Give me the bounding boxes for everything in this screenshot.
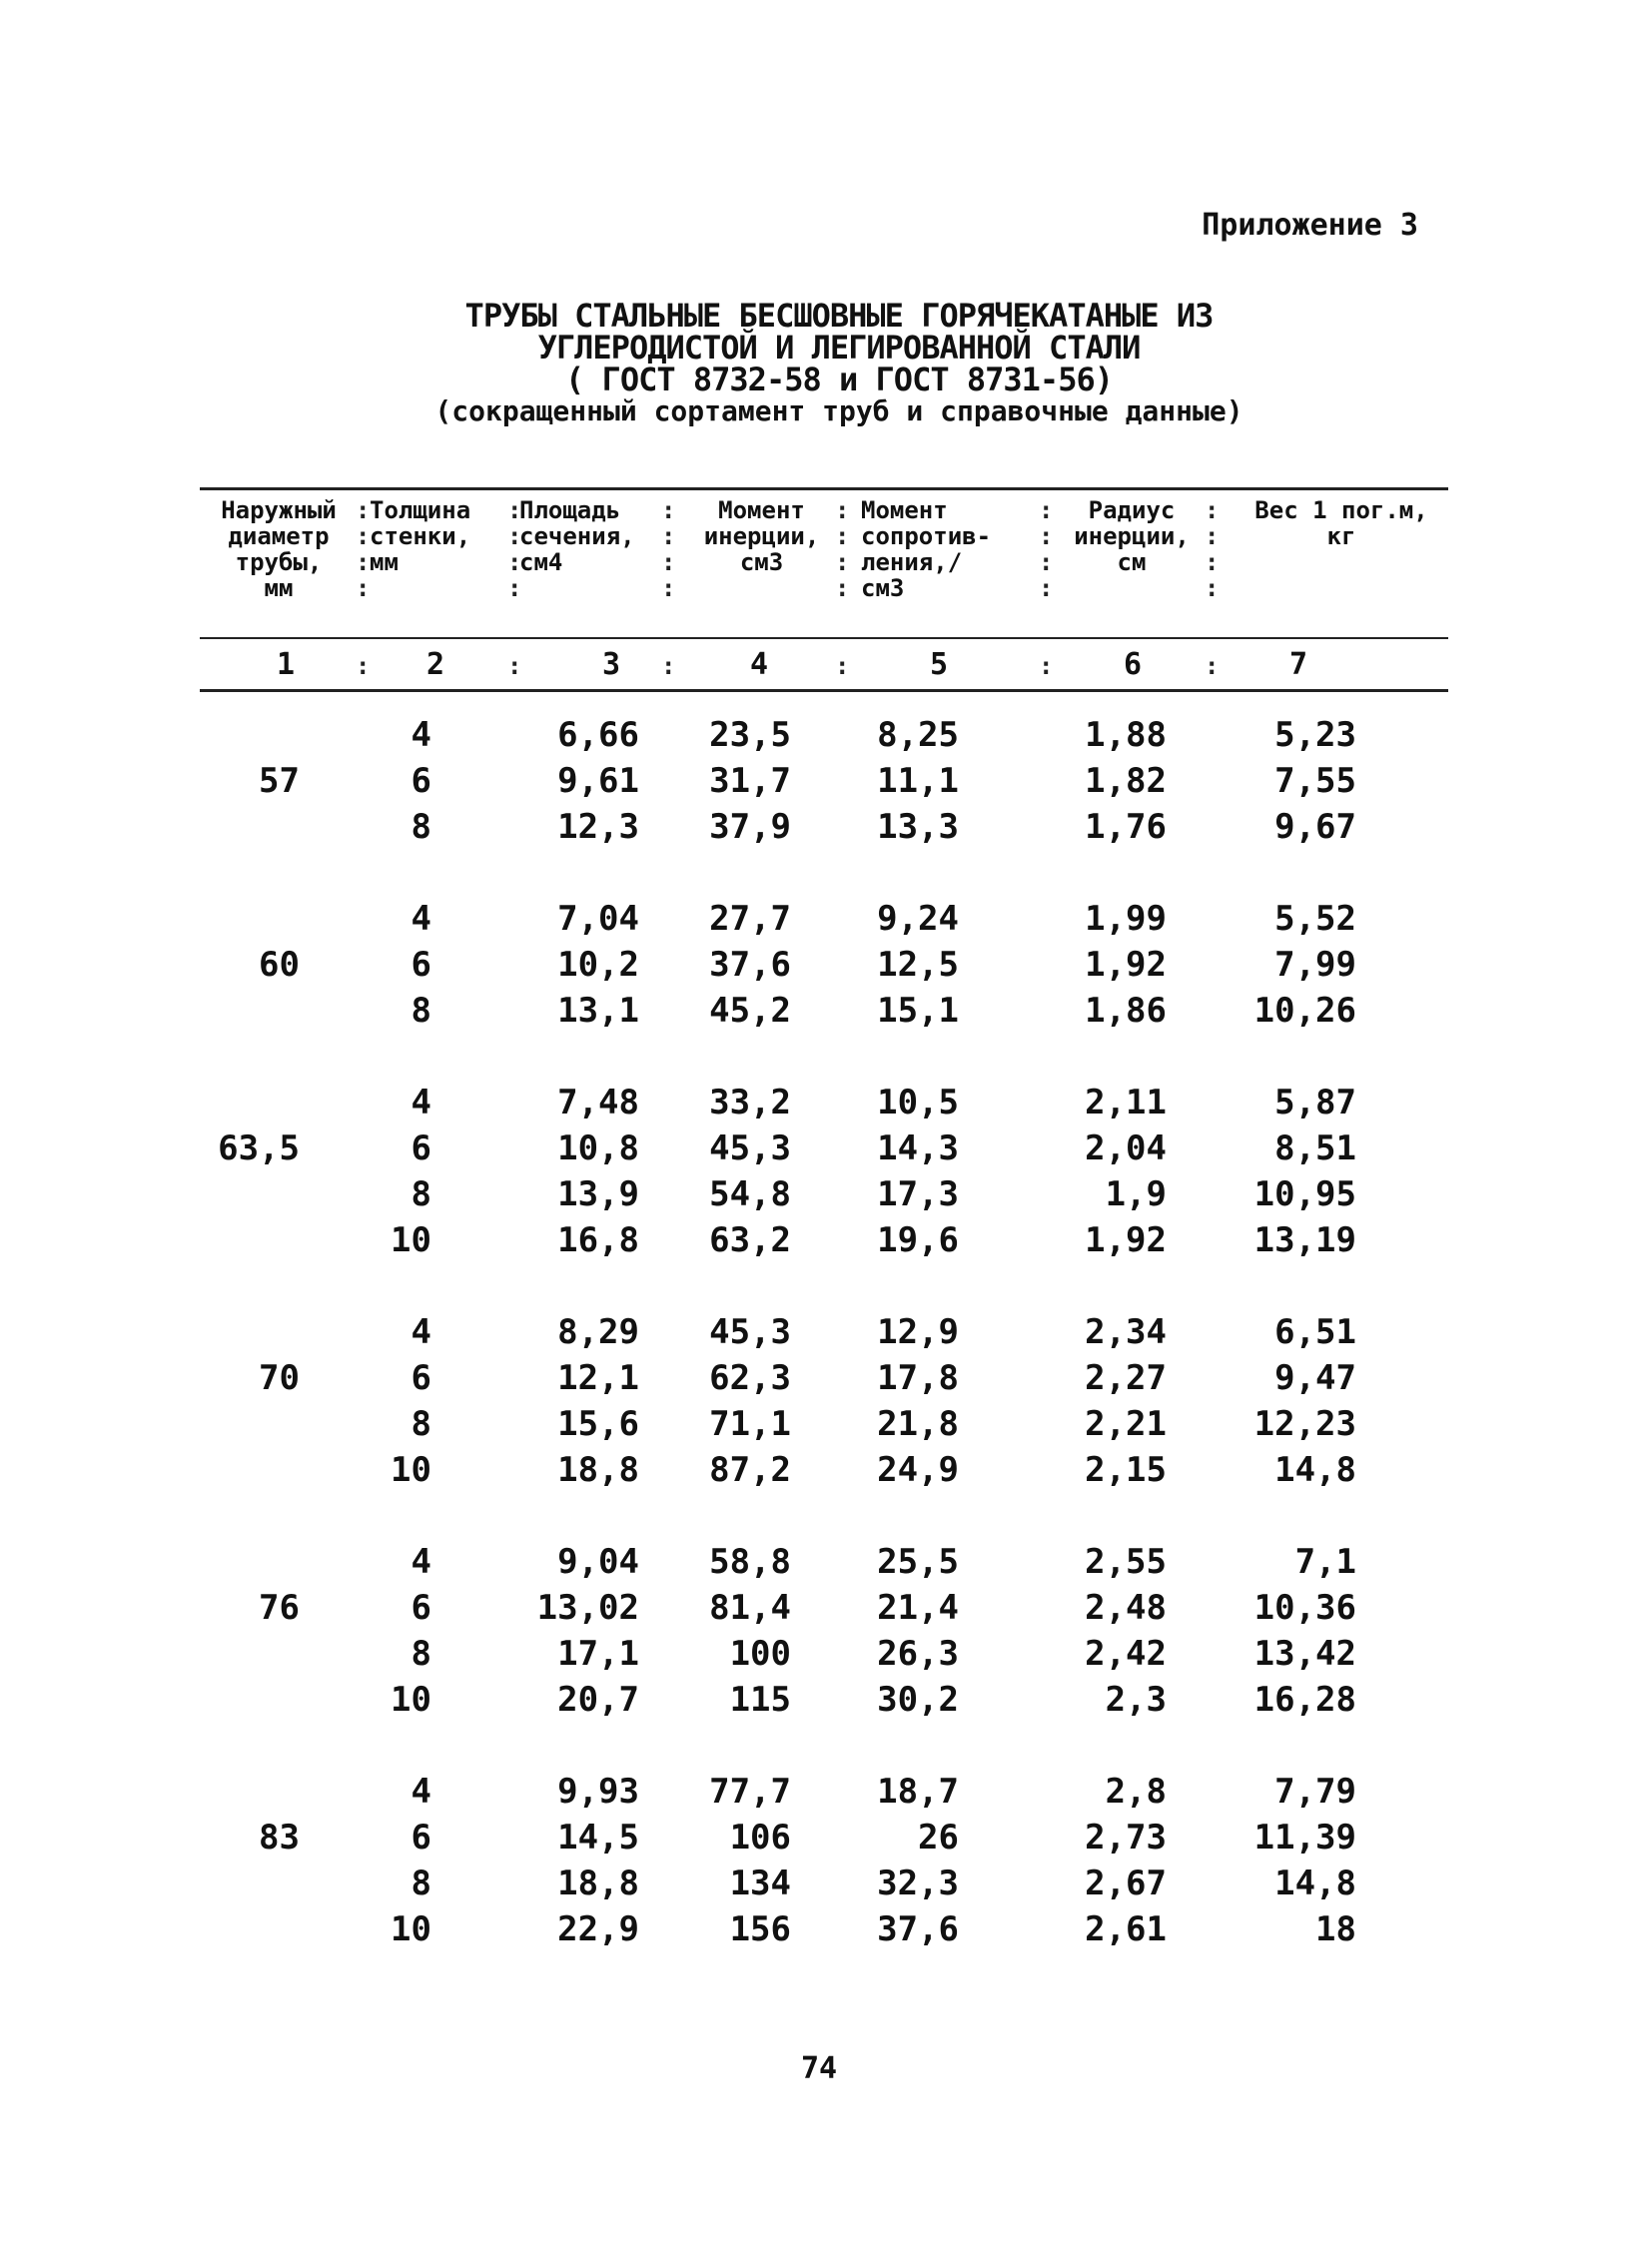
table-cell: 2,42 bbox=[1085, 1634, 1167, 1674]
table-cell: 4 bbox=[411, 1542, 431, 1582]
table-cell: 156 bbox=[729, 1909, 791, 1949]
document-title bbox=[260, 297, 1418, 427]
table-cell: 2,04 bbox=[1085, 1128, 1167, 1168]
table-cell: 71,1 bbox=[709, 1404, 791, 1444]
table-cell: 7,1 bbox=[1294, 1542, 1356, 1582]
table-cell: 27,7 bbox=[709, 899, 791, 939]
column-number-1: 1 bbox=[276, 647, 296, 682]
table-cell: 13,02 bbox=[536, 1588, 639, 1628]
table-cell: 16,28 bbox=[1253, 1680, 1356, 1720]
table-cell: 32,3 bbox=[877, 1864, 959, 1903]
column-number-7: 7 bbox=[1288, 647, 1308, 682]
column-separator: : bbox=[507, 652, 522, 680]
table-cell: 2,61 bbox=[1085, 1909, 1167, 1949]
column-separator: : bbox=[356, 652, 371, 680]
table-cell: 16,8 bbox=[557, 1220, 639, 1260]
table-cell: 26 bbox=[918, 1818, 959, 1858]
table-cell: 5,87 bbox=[1274, 1083, 1356, 1122]
table-cell: 10 bbox=[391, 1450, 431, 1490]
header-col-7: Вес 1 пог.м, кг bbox=[1254, 496, 1428, 550]
table-cell: 23,5 bbox=[709, 715, 791, 755]
table-cell: 21,4 bbox=[877, 1588, 959, 1628]
table-cell: 7,55 bbox=[1274, 761, 1356, 801]
table-cell: 1,82 bbox=[1085, 761, 1167, 801]
table-cell: 8,25 bbox=[877, 715, 959, 755]
diameter-cell: 76 bbox=[259, 1588, 300, 1628]
table-cell: 2,73 bbox=[1085, 1818, 1167, 1858]
table-cell: 12,23 bbox=[1253, 1404, 1356, 1444]
table-cell: 10,95 bbox=[1253, 1174, 1356, 1214]
table-cell: 20,7 bbox=[557, 1680, 639, 1720]
column-separator: : : : : bbox=[1205, 496, 1220, 602]
title-line-1: ТРУБЫ СТАЛЬНЫЕ БЕСШОВНЫЕ ГОРЯЧЕКАТАНЫЕ ИЗ bbox=[464, 297, 1214, 335]
column-separator: : : : : bbox=[507, 496, 522, 602]
table-cell: 1,76 bbox=[1085, 807, 1167, 847]
table-cell: 45,3 bbox=[709, 1128, 791, 1168]
column-number-6: 6 bbox=[1123, 647, 1143, 682]
table-cell: 22,9 bbox=[557, 1909, 639, 1949]
table-cell: 9,93 bbox=[557, 1772, 639, 1812]
table-cell: 45,3 bbox=[709, 1312, 791, 1352]
column-number-4: 4 bbox=[749, 647, 769, 682]
table-cell: 8,29 bbox=[557, 1312, 639, 1352]
table-cell: 18,7 bbox=[877, 1772, 959, 1812]
table-cell: 11,1 bbox=[877, 761, 959, 801]
header-col-2: Толщина стенки, мм bbox=[370, 496, 471, 576]
table-cell: 10 bbox=[391, 1220, 431, 1260]
table-cell: 10,5 bbox=[877, 1083, 959, 1122]
table-cell: 17,1 bbox=[557, 1634, 639, 1674]
column-numbers-rule bbox=[200, 689, 1448, 692]
table-cell: 1,92 bbox=[1085, 945, 1167, 985]
table-cell: 9,47 bbox=[1274, 1358, 1356, 1398]
table-cell: 13,9 bbox=[557, 1174, 639, 1214]
table-cell: 8 bbox=[411, 1174, 431, 1214]
table-cell: 17,3 bbox=[877, 1174, 959, 1214]
diameter-cell: 60 bbox=[259, 945, 300, 985]
column-separator: : : : : bbox=[835, 496, 850, 602]
column-number-3: 3 bbox=[601, 647, 621, 682]
table-cell: 17,8 bbox=[877, 1358, 959, 1398]
table-cell: 8 bbox=[411, 807, 431, 847]
table-cell: 12,1 bbox=[557, 1358, 639, 1398]
table-top-rule bbox=[200, 487, 1448, 490]
table-cell: 7,04 bbox=[557, 899, 639, 939]
table-cell: 12,9 bbox=[877, 1312, 959, 1352]
table-cell: 10 bbox=[391, 1909, 431, 1949]
table-cell: 45,2 bbox=[709, 991, 791, 1031]
table-cell: 2,11 bbox=[1085, 1083, 1167, 1122]
table-cell: 81,4 bbox=[709, 1588, 791, 1628]
header-col-1: Наружный диаметр трубы, мм bbox=[221, 496, 337, 602]
column-number-5: 5 bbox=[929, 647, 949, 682]
table-cell: 13,19 bbox=[1253, 1220, 1356, 1260]
title-line-4: (сокращенный сортамент труб и справочные данные) bbox=[434, 394, 1243, 427]
table-cell: 6 bbox=[411, 1588, 431, 1628]
table-cell: 62,3 bbox=[709, 1358, 791, 1398]
table-cell: 1,86 bbox=[1085, 991, 1167, 1031]
table-cell: 77,7 bbox=[709, 1772, 791, 1812]
table-cell: 4 bbox=[411, 1772, 431, 1812]
column-number-2: 2 bbox=[425, 647, 445, 682]
header-col-4: Момент инерции, см3 bbox=[703, 496, 820, 576]
table-cell: 6 bbox=[411, 1128, 431, 1168]
table-cell: 2,8 bbox=[1105, 1772, 1167, 1812]
table-cell: 18,8 bbox=[557, 1864, 639, 1903]
table-cell: 4 bbox=[411, 715, 431, 755]
table-cell: 21,8 bbox=[877, 1404, 959, 1444]
table-cell: 15,6 bbox=[557, 1404, 639, 1444]
diameter-cell: 83 bbox=[259, 1818, 300, 1858]
column-separator: : bbox=[661, 652, 676, 680]
table-cell: 14,5 bbox=[557, 1818, 639, 1858]
table-cell: 8 bbox=[411, 1864, 431, 1903]
table-cell: 7,79 bbox=[1274, 1772, 1356, 1812]
table-cell: 9,24 bbox=[877, 899, 959, 939]
table-cell: 11,39 bbox=[1253, 1818, 1356, 1858]
table-cell: 18,8 bbox=[557, 1450, 639, 1490]
table-cell: 1,9 bbox=[1105, 1174, 1167, 1214]
table-cell: 9,61 bbox=[557, 761, 639, 801]
diameter-cell: 63,5 bbox=[218, 1128, 300, 1168]
table-cell: 2,21 bbox=[1085, 1404, 1167, 1444]
table-cell: 10,8 bbox=[557, 1128, 639, 1168]
table-cell: 5,52 bbox=[1274, 899, 1356, 939]
table-cell: 14,8 bbox=[1274, 1450, 1356, 1490]
table-cell: 2,3 bbox=[1105, 1680, 1167, 1720]
table-cell: 24,9 bbox=[877, 1450, 959, 1490]
header-col-5: Момент сопротив- ления,/ см3 bbox=[861, 496, 992, 602]
column-separator: : bbox=[1205, 652, 1220, 680]
header-col-3: Площадь сечения, см4 bbox=[519, 496, 635, 576]
table-cell: 31,7 bbox=[709, 761, 791, 801]
column-separator: : : : : bbox=[1039, 496, 1054, 602]
diameter-cell: 57 bbox=[259, 761, 300, 801]
header-bottom-rule bbox=[200, 637, 1448, 639]
table-cell: 14,3 bbox=[877, 1128, 959, 1168]
table-cell: 6,66 bbox=[557, 715, 639, 755]
table-cell: 8 bbox=[411, 991, 431, 1031]
table-cell: 2,34 bbox=[1085, 1312, 1167, 1352]
table-cell: 13,42 bbox=[1253, 1634, 1356, 1674]
table-cell: 8 bbox=[411, 1404, 431, 1444]
table-cell: 2,48 bbox=[1085, 1588, 1167, 1628]
table-cell: 1,99 bbox=[1085, 899, 1167, 939]
title-line-3: ( ГОСТ 8732-58 и ГОСТ 8731-56) bbox=[565, 361, 1113, 398]
table-cell: 9,67 bbox=[1274, 807, 1356, 847]
table-cell: 4 bbox=[411, 899, 431, 939]
diameter-cell: 70 bbox=[259, 1358, 300, 1398]
table-cell: 6 bbox=[411, 761, 431, 801]
table-cell: 1,88 bbox=[1085, 715, 1167, 755]
table-cell: 7,99 bbox=[1274, 945, 1356, 985]
table-cell: 5,23 bbox=[1274, 715, 1356, 755]
table-cell: 13,3 bbox=[877, 807, 959, 847]
table-cell: 2,15 bbox=[1085, 1450, 1167, 1490]
table-cell: 26,3 bbox=[877, 1634, 959, 1674]
table-cell: 10,26 bbox=[1253, 991, 1356, 1031]
table-cell: 8 bbox=[411, 1634, 431, 1674]
table-cell: 4 bbox=[411, 1312, 431, 1352]
table-cell: 19,6 bbox=[877, 1220, 959, 1260]
title-line-2: УГЛЕРОДИСТОЙ И ЛЕГИРОВАННОЙ СТАЛИ bbox=[537, 329, 1141, 367]
table-cell: 7,48 bbox=[557, 1083, 639, 1122]
table-cell: 18 bbox=[1315, 1909, 1356, 1949]
page-number: 74 bbox=[800, 2051, 838, 2086]
column-separator: : bbox=[1039, 652, 1054, 680]
table-cell: 12,5 bbox=[877, 945, 959, 985]
table-cell: 4 bbox=[411, 1083, 431, 1122]
table-cell: 10 bbox=[391, 1680, 431, 1720]
table-cell: 6,51 bbox=[1274, 1312, 1356, 1352]
table-cell: 54,8 bbox=[709, 1174, 791, 1214]
table-cell: 100 bbox=[729, 1634, 791, 1674]
table-cell: 63,2 bbox=[709, 1220, 791, 1260]
table-cell: 2,55 bbox=[1085, 1542, 1167, 1582]
table-cell: 6 bbox=[411, 1818, 431, 1858]
table-cell: 10,36 bbox=[1253, 1588, 1356, 1628]
table-cell: 58,8 bbox=[709, 1542, 791, 1582]
header-col-6: Радиус инерции, см bbox=[1074, 496, 1190, 576]
table-cell: 14,8 bbox=[1274, 1864, 1356, 1903]
column-separator: : : : : bbox=[661, 496, 676, 602]
table-cell: 87,2 bbox=[709, 1450, 791, 1490]
table-cell: 25,5 bbox=[877, 1542, 959, 1582]
table-cell: 37,6 bbox=[709, 945, 791, 985]
column-separator: : bbox=[835, 652, 850, 680]
table-cell: 6 bbox=[411, 945, 431, 985]
table-cell: 10,2 bbox=[557, 945, 639, 985]
table-cell: 30,2 bbox=[877, 1680, 959, 1720]
table-cell: 9,04 bbox=[557, 1542, 639, 1582]
table-cell: 2,67 bbox=[1085, 1864, 1167, 1903]
column-separator: : : : : bbox=[356, 496, 371, 602]
table-cell: 8,51 bbox=[1274, 1128, 1356, 1168]
table-cell: 134 bbox=[729, 1864, 791, 1903]
table-cell: 15,1 bbox=[877, 991, 959, 1031]
table-cell: 6 bbox=[411, 1358, 431, 1398]
table-cell: 115 bbox=[729, 1680, 791, 1720]
table-cell: 13,1 bbox=[557, 991, 639, 1031]
table-cell: 12,3 bbox=[557, 807, 639, 847]
table-cell: 37,9 bbox=[709, 807, 791, 847]
table-cell: 1,92 bbox=[1085, 1220, 1167, 1260]
table-cell: 33,2 bbox=[709, 1083, 791, 1122]
table-cell: 37,6 bbox=[877, 1909, 959, 1949]
table-cell: 2,27 bbox=[1085, 1358, 1167, 1398]
appendix-label: Приложение 3 bbox=[1202, 208, 1418, 243]
table-cell: 106 bbox=[729, 1818, 791, 1858]
